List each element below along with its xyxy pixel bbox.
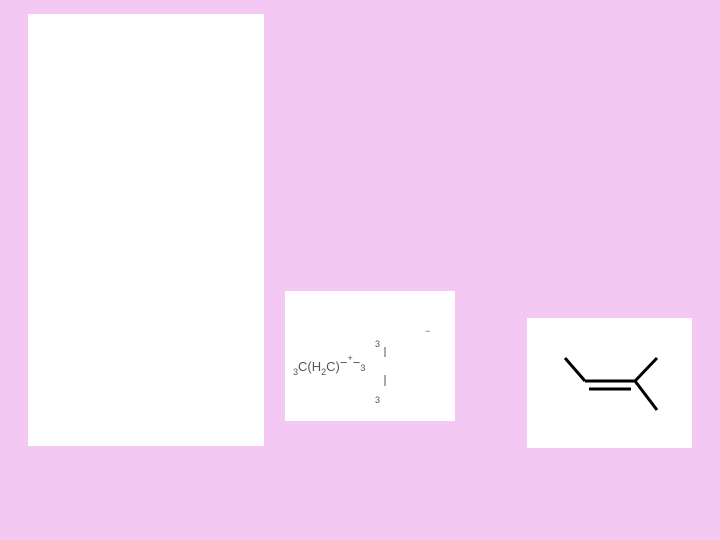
charts-ab-svg (28, 14, 264, 296)
tce-structure (527, 318, 692, 448)
bond-cl-right (635, 358, 657, 381)
hdtma-structure-svg (285, 291, 455, 421)
hdtma-structure (285, 291, 455, 421)
chart-panel-top (28, 14, 264, 296)
chart-c-svg (28, 296, 264, 446)
chart-panel-bottom (28, 296, 264, 446)
svg-text:3: 3 (375, 395, 381, 405)
tce-structure-svg (527, 318, 692, 448)
bond-cl-bottom (635, 381, 657, 410)
bond-cl-left (565, 358, 585, 381)
svg-text:3C(H2C)−+−3: $_3C(H_2C)-^+-_3$ (293, 353, 366, 377)
bromide-charge: − (425, 326, 431, 336)
svg-text:3: 3 (375, 339, 381, 349)
